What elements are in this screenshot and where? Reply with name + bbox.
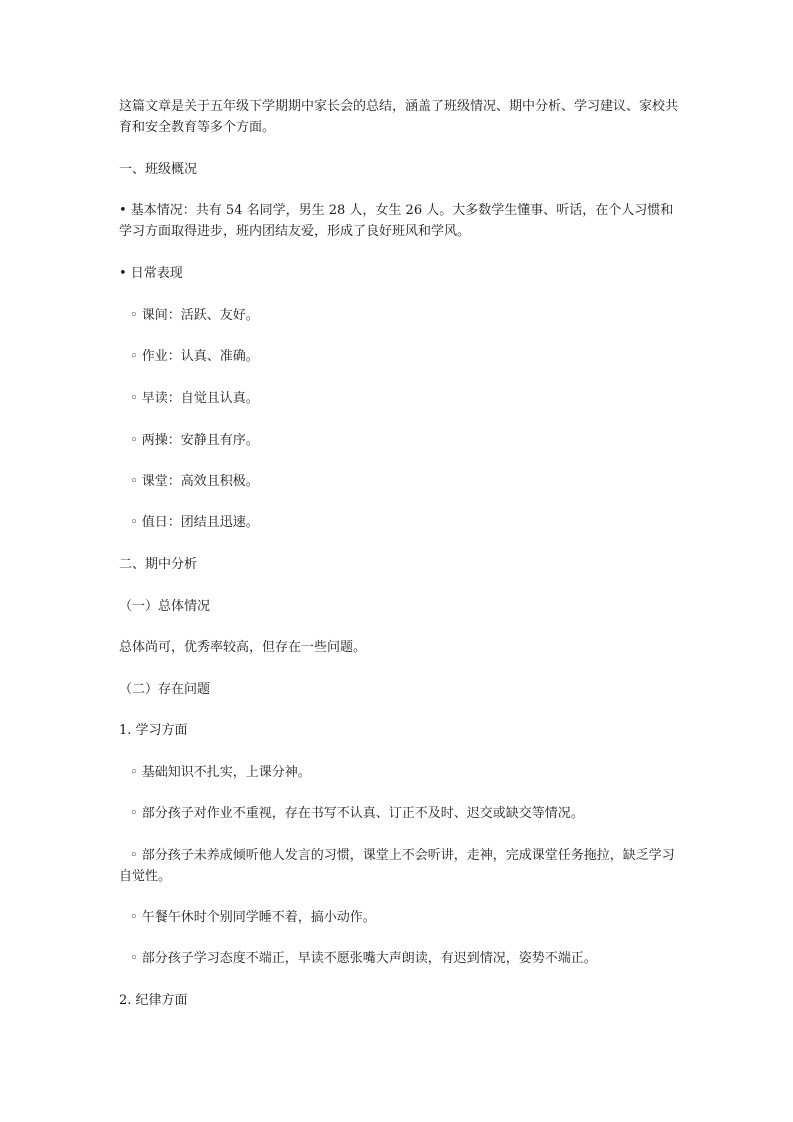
- subheading-problems: （二）存在问题: [119, 682, 211, 697]
- section-heading-midterm-analysis: 二、期中分析: [119, 557, 198, 572]
- daily-item-classroom: ◦ 课堂：高效且积极。: [130, 474, 259, 489]
- intro-paragraph: 这篇文章是关于五年级下学期期中家长会的总结，涵盖了班级情况、期中分析、学习建议、家校共育和安全教育等多个方面。: [119, 99, 679, 135]
- daily-item-exercises: ◦ 两操：安静且有序。: [130, 433, 259, 448]
- daily-item-homework: ◦ 作业：认真、准确。: [130, 349, 259, 364]
- study-heading: 1. 学习方面: [119, 723, 188, 738]
- section-heading-class-overview: 一、班级概况: [119, 162, 198, 177]
- basic-info-paragraph: • 基本情况：共有 54 名同学，男生 28 人，女生 26 人。大多数学生懂事、听话，在个人习惯和学习方面取得进步，班内团结友爱，形成了良好班风和学风。: [119, 203, 674, 239]
- daily-item-break: ◦ 课间：活跃、友好。: [130, 308, 259, 323]
- daily-item-duty: ◦ 值日：团结且迅速。: [130, 515, 259, 530]
- daily-performance-heading: • 日常表现: [119, 266, 183, 281]
- overall-paragraph: 总体尚可，优秀率较高，但存在一些问题。: [119, 640, 367, 655]
- study-item-attitude: ◦ 部分孩子学习态度不端正，早读不愿张嘴大声朗读，有迟到情况，姿势不端正。: [130, 951, 597, 966]
- study-item-homework: ◦ 部分孩子对作业不重视，存在书写不认真、订正不及时、迟交或缺交等情况。: [130, 806, 584, 821]
- discipline-heading: 2. 纪律方面: [119, 993, 188, 1008]
- study-item-listening: ◦ 部分孩子未养成倾听他人发言的习惯，课堂上不会听讲，走神，完成课堂任务拖拉，缺乏学习自觉性。: [119, 848, 675, 884]
- study-item-basics: ◦ 基础知识不扎实，上课分神。: [130, 765, 311, 780]
- subheading-overall: （一）总体情况: [119, 599, 211, 614]
- daily-item-morning-reading: ◦ 早读：自觉且认真。: [130, 391, 259, 406]
- study-item-nap: ◦ 午餐午休时个别同学睡不着，搞小动作。: [130, 910, 376, 925]
